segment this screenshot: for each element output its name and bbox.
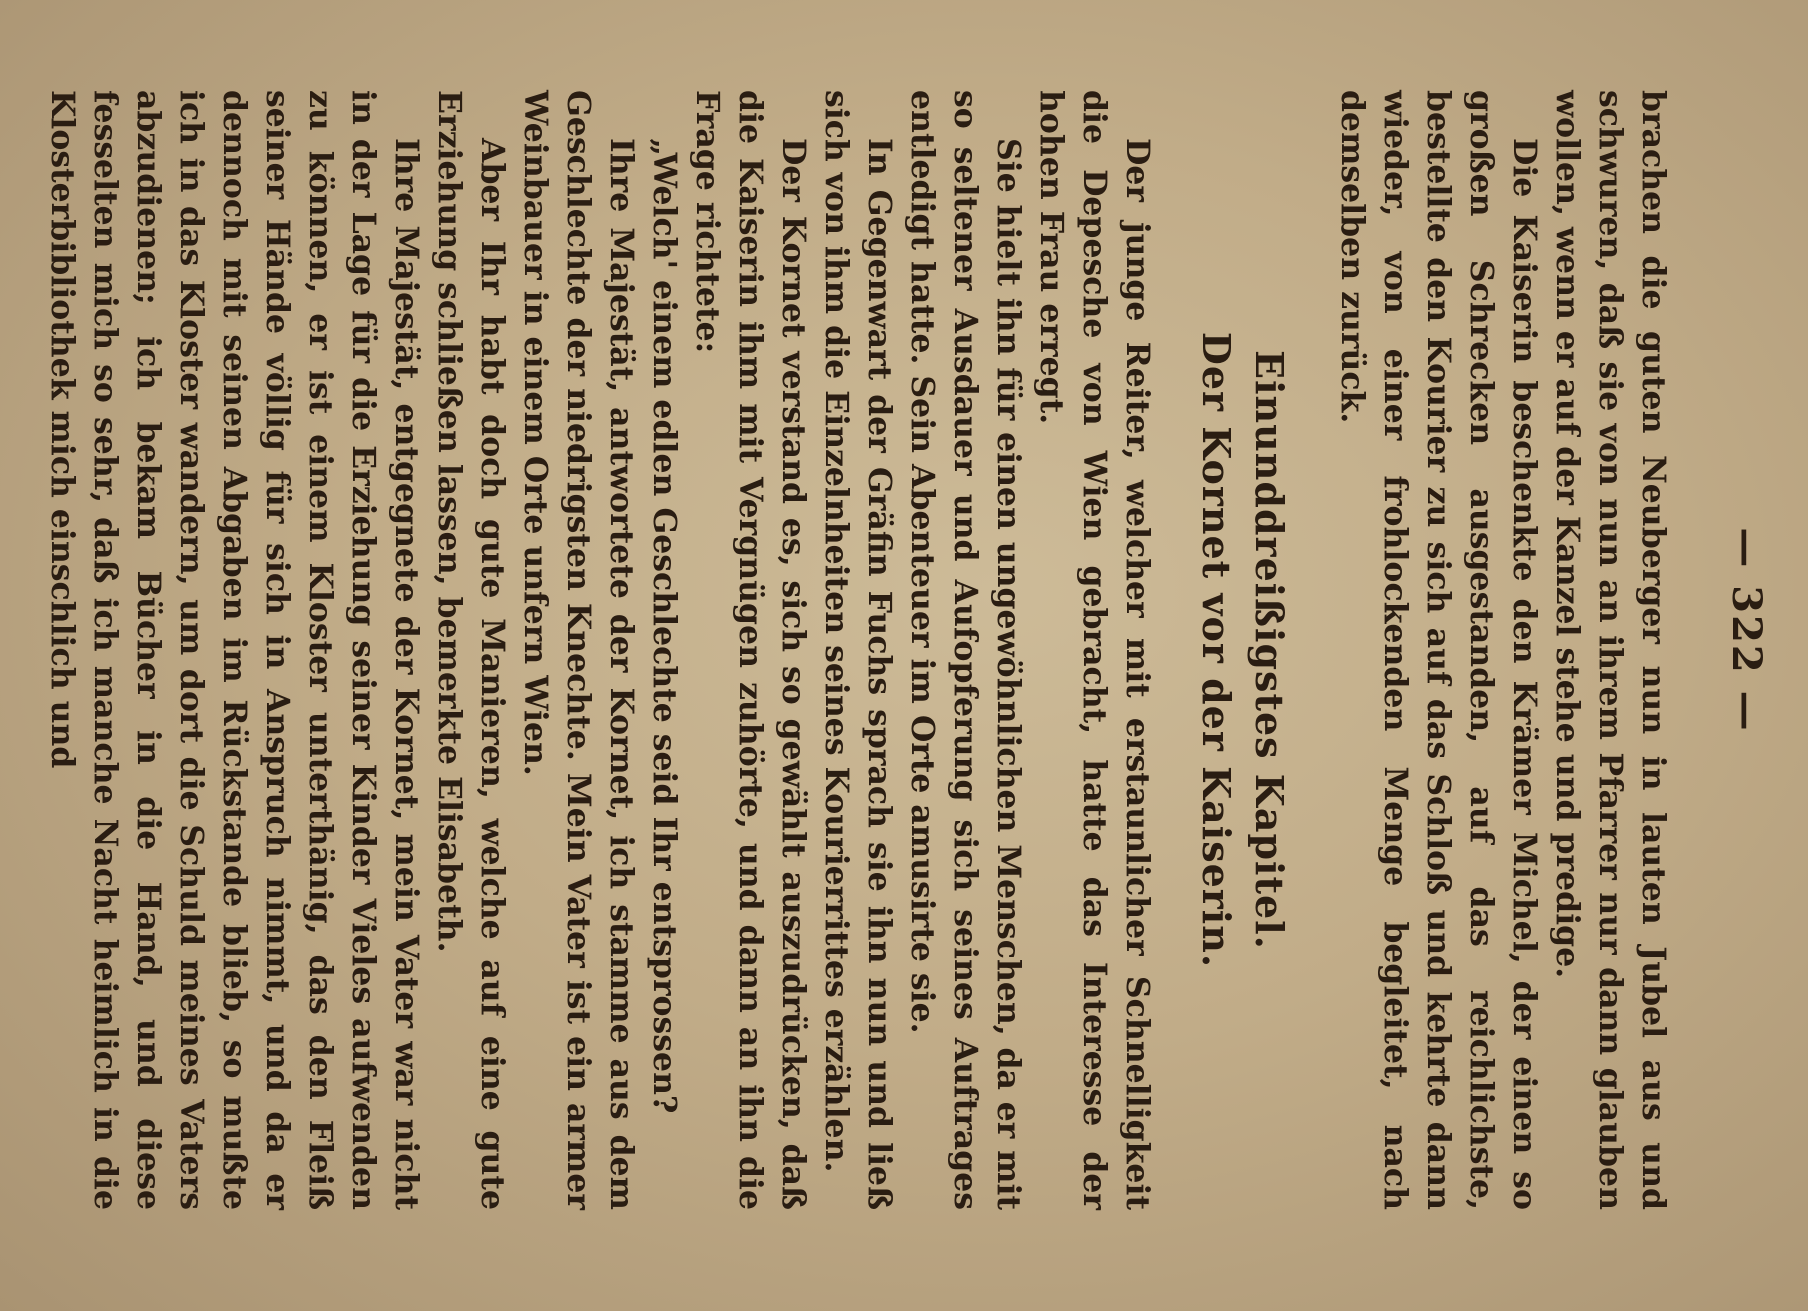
rotated-page-content [44,30,1770,1230]
paragraph: brachen die guten Neuberger nun in lauten Jubel aus und schwuren, daß sie von nun an ihrem Pfarrer nur dann glauben wollen, wenn er auf der Kanzel stehe und predige. [1549,90,1672,1210]
paragraph: In Gegenwart der Gräfin Fuchs sprach sie ihn nun und ließ sich von ihm die Einzelnheiten seines Kourierrittes erzählen. [818,90,898,1210]
chapter-title: Einunddreißigstes Kapitel. [1247,350,1292,950]
page-number: — 322 — [1723,527,1770,733]
paragraph: Der Kornet verstand es, sich so gewählt auszudrücken, daß die Kaiserin ihm mit Vergnügen zuhörte, und dann an ihn die Frage richtete: [689,90,812,1210]
paragraph: „Welch' einem edlen Geschlechte seid Ihr entsprossen? [646,138,683,1114]
paragraph: Aber Ihr habt doch gute Manieren, welche auf eine gute Erziehung schließen lassen, bemerkte Elisabeth. [431,90,511,1210]
paragraph: Der junge Reiter, welcher mit erstaunlicher Schnelligkeit die Depesche von Wien gebracht, hatte das Interesse der hohen Frau erregt. [1033,90,1156,1210]
paragraph: Ihre Majestät, antwortete der Kornet, ich stamme aus dem Geschlechte der niedrigsten Knechte. Mein Vater ist ein armer Weinbauer in einem Orte unfern Wien. [517,90,640,1210]
paragraph: Die Kaiserin beschenkte den Krämer Michel, der einen so großen Schrecken ausgestanden, auf das reichlichste, bestellte den Kourier zu sich auf das Schloß und kehrte dann wieder, von einer frohlockenden Menge begleitet, nach demselben zurück. [1334,90,1543,1210]
paragraph: Ihre Majestät, entgegnete der Kornet, mein Vater war nicht in der Lage für die Erziehung seiner Kinder Vieles aufwenden zu können, er ist einem Kloster unterthänig, das den Fleiß seiner Hände völlig für sich in Anspruch nimmt, und da er dennoch mit seinen Abgaben im Rückstande blieb, so mußte ich in das Kloster wandern, um dort die Schuld meines Vaters abzudienen; ich bekam Bücher in die Hand, und diese fesselten mich so sehr, daß ich manche Nacht heimlich in die Klosterbibliothek mich einschlich und [44,90,425,1210]
paragraph: Sie hielt ihn für einen ungewöhnlichen Menschen, da er mit so seltener Ausdauer und Aufopferung sich seines Auftrages entledigt hatte. Sein Abenteuer im Orte amusirte sie. [904,90,1027,1210]
text-column [41,90,1675,1210]
chapter-subtitle: Der Kornet vor der Kaiserin. [1194,331,1239,969]
